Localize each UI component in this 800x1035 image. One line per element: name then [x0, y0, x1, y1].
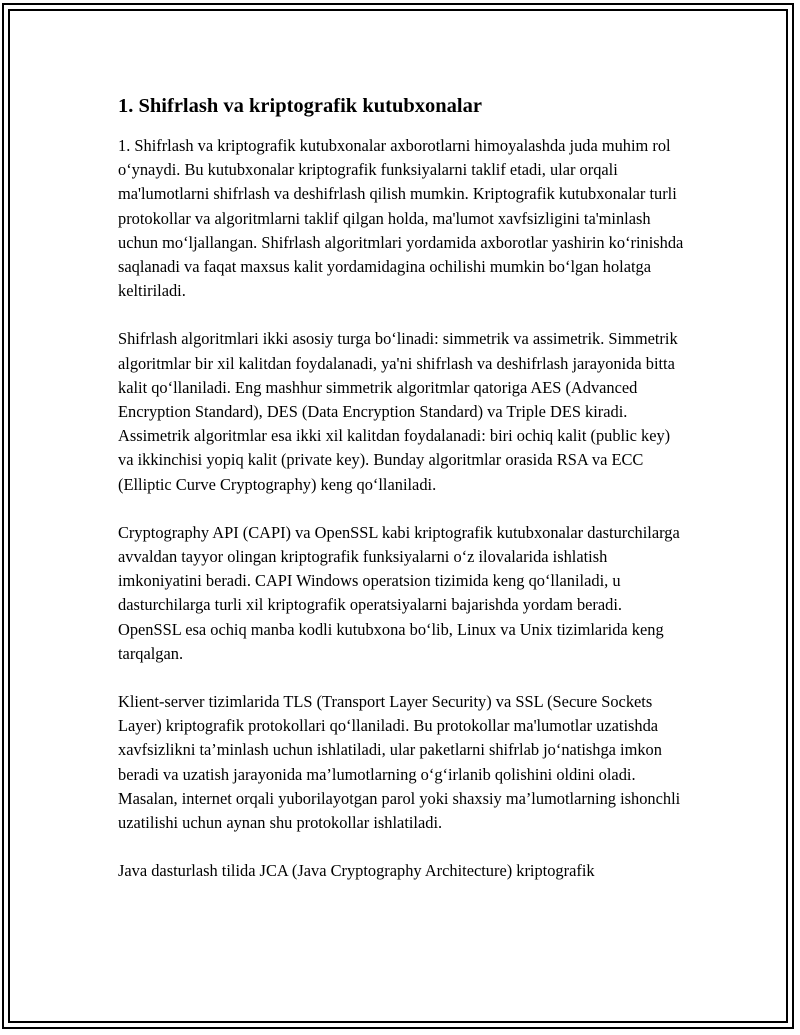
document-body	[118, 92, 688, 907]
paragraph-tls-ssl: Klient-server tizimlarida TLS (Transport Layer Security) va SSL (Secure Sockets Layer) kriptografik protokollari qo‘llaniladi. Bu protokollar ma'lumotlar uzatishda xavfsizlikni ta’minlash uchun ishlatiladi, ular paketlarni shifrlab jo‘natishga imkon beradi va uzatish jarayonida ma’lumotlarning o‘g‘irlanib qolishini oldini oladi. Masalan, internet orqali yuborilayotgan parol yoki shaxsiy ma’lumotlarning ishonchli uzatilishi uchun aynan shu protokollar ishlatiladi.	[118, 692, 681, 833]
paragraph-java-jca: Java dasturlash tilida JCA (Java Cryptography Architecture) kriptografik	[118, 861, 595, 881]
paragraph-intro: 1. Shifrlash va kriptografik kutubxonalar axborotlarni himoyalashda juda muhim rol o‘ynaydi. Bu kutubxonalar kriptografik funksiyalarni taklif etadi, ular orqali ma'lumotlarni shifrlash va deshifrlash qilish mumkin. Kriptografik kutubxonalar turli protokollar va algoritmlarni taklif qilgan holda, ma'lumot xavfsizligini ta'minlash uchun mo‘ljallangan. Shifrlash algoritmlari yordamida axborotlar yashirin ko‘rinishda saqlanadi va faqat maxsus kalit yordamidagina ochilishi mumkin bo‘lgan holatga keltiriladi.	[118, 136, 684, 301]
paragraph-algorithm-types: Shifrlash algoritmlari ikki asosiy turga bo‘linadi: simmetrik va assimetrik. Simmetrik algoritmlar bir xil kalitdan foydalanadi, ya'ni shifrlash va deshifrlash jarayonida bitta kalit qo‘llaniladi. Eng mashhur simmetrik algoritmlar qatoriga AES (Advanced Encryption Standard), DES (Data Encryption Standard) va Triple DES kiradi. Assimetrik algoritmlar esa ikki xil kalitdan foydalanadi: biri ochiq kalit (public key) va ikkinchisi yopiq kalit (private key). Bunday algoritmlar orasida RSA va ECC (Elliptic Curve Cryptography) keng qo‘llaniladi.	[118, 329, 678, 494]
paragraph-crypto-libraries: Cryptography API (CAPI) va OpenSSL kabi kriptografik kutubxonalar dasturchilarga avvaldan tayyor olingan kriptografik funksiyalarni o‘z ilovalarida ishlatish imkoniyatini beradi. CAPI Windows operatsion tizimida keng qo‘llaniladi, u dasturchilarga turli xil kriptografik operatsiyalarni bajarishda yordam beradi. OpenSSL esa ochiq manba kodli kutubxona bo‘lib, Linux va Unix tizimlarida keng tarqalgan.	[118, 522, 680, 663]
section-heading: 1. Shifrlash va kriptografik kutubxonalar	[118, 95, 482, 117]
